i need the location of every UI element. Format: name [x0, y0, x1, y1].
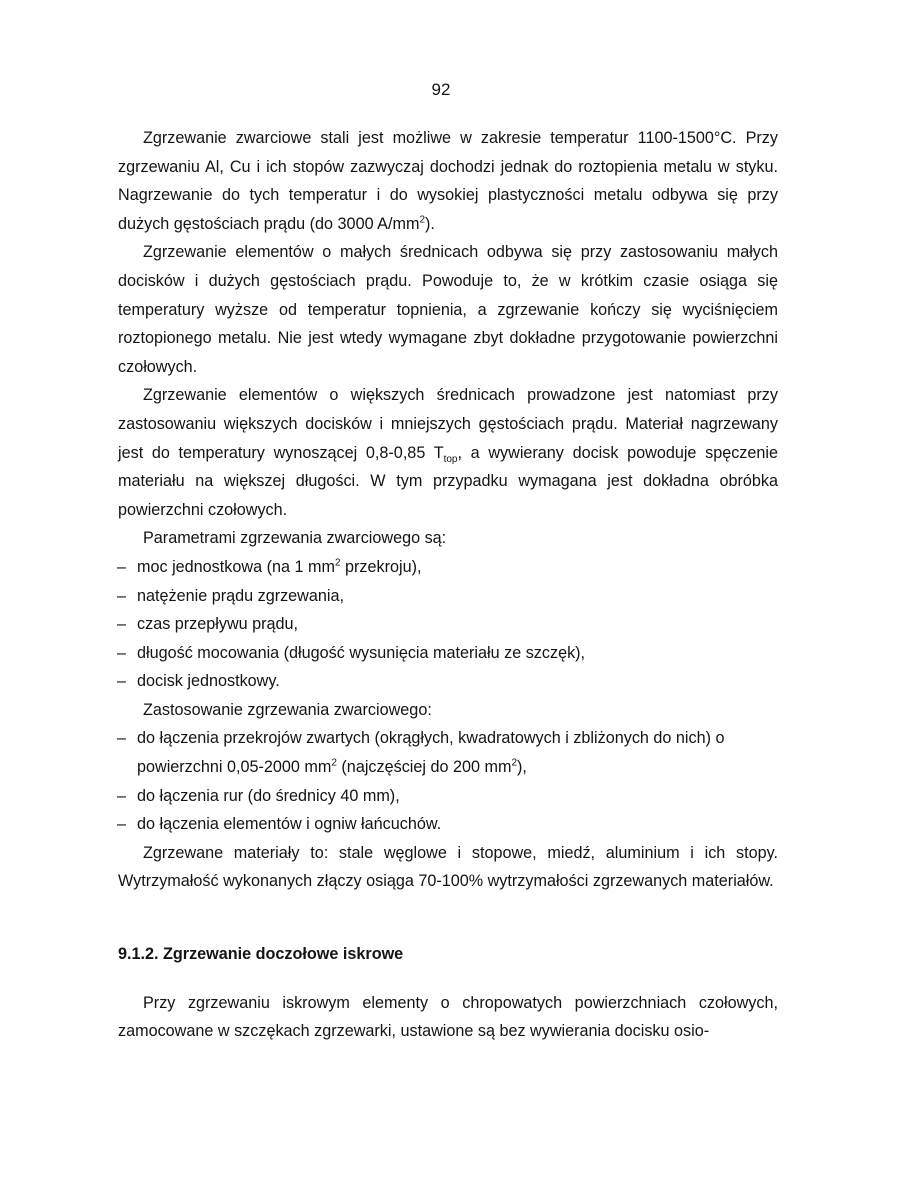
applications-list [117, 724, 778, 838]
list-item: – do łączenia rur (do średnicy 40 mm), [117, 786, 400, 805]
list-item: – moc jednostkowa (na 1 $mm^2$ przekroju), [117, 557, 422, 576]
list-item: – długość mocowania (długość wysunięcia materiału ze szczęk), [117, 643, 586, 662]
parameters-intro: Parametrami zgrzewania zwarciowego są: [143, 529, 447, 548]
list-item: – do łączenia przekrojów zwartych (okrągłych, kwadratowych i zbliżonych do nich) o powierzchni 0,05-2000 $mm^2$ (najczęściej do 200 $mm^2$), [117, 729, 725, 777]
paragraph-large-diameter: Zgrzewanie elementów o większych średnicach prowadzone jest natomiast przy zastosowaniu większych docisków i mniejszych gęstościach prądu. Materiał nagrzewany jest do temperatury wynoszącej 0,8-0,85 $T_{top}$, a wywierany docisk powoduje spęczenie materiału na większej długości. W tym przypadku wymagana jest dokładna obróbka powierzchni czołowych. [118, 386, 778, 519]
list-item: – natężenie prądu zgrzewania, [117, 586, 344, 605]
page-number: 92 [431, 80, 451, 99]
paragraph-temperature-range: Zgrzewanie zwarciowe stali jest możliwe w zakresie temperatur 1100-1500°C. Przy zgrzewaniu Al, Cu i ich stopów zazwyczaj dochodzi jednak do roztopienia metalu w styku. Nagrzewanie do tych temperatur i do wysokiej plastyczności metalu odbywa się przy dużych gęstościach prądu (do 3000 $A/mm^2$). [118, 129, 778, 233]
applications-intro: Zastosowanie zgrzewania zwarciowego: [143, 700, 432, 719]
list-item: – docisk jednostkowy. [117, 672, 280, 691]
parameters-list [117, 553, 778, 696]
paragraph-materials: Zgrzewane materiały to: stale węglowe i stopowe, miedź, aluminium i ich stopy. Wytrzymałość wykonanych złączy osiąga 70-100% wytrzymałości zgrzewanych materiałów. [118, 843, 778, 891]
section-heading: 9.1.2. Zgrzewanie doczołowe iskrowe [118, 945, 404, 964]
paragraph-small-diameter: Zgrzewanie elementów o małych średnicach odbywa się przy zastosowaniu małych docisków i dużych gęstościach prądu. Powoduje to, że w krótkim czasie osiąga się temperatury wyższe od temperatur topnienia, a zgrzewanie kończy się wyciśnięciem roztopionego metalu. Nie jest wtedy wymagane zbyt dokładne przygotowanie powierzchni czołowych. [118, 243, 778, 376]
page-content [118, 124, 778, 1046]
list-item: – czas przepływu prądu, [117, 615, 299, 634]
list-item: – do łączenia elementów i ogniw łańcuchów. [117, 815, 442, 834]
paragraph-flash-welding: Przy zgrzewaniu iskrowym elementy o chropowatych powierzchniach czołowych, zamocowane w szczękach zgrzewarki, ustawione są bez wywierania docisku osio- [118, 993, 778, 1041]
